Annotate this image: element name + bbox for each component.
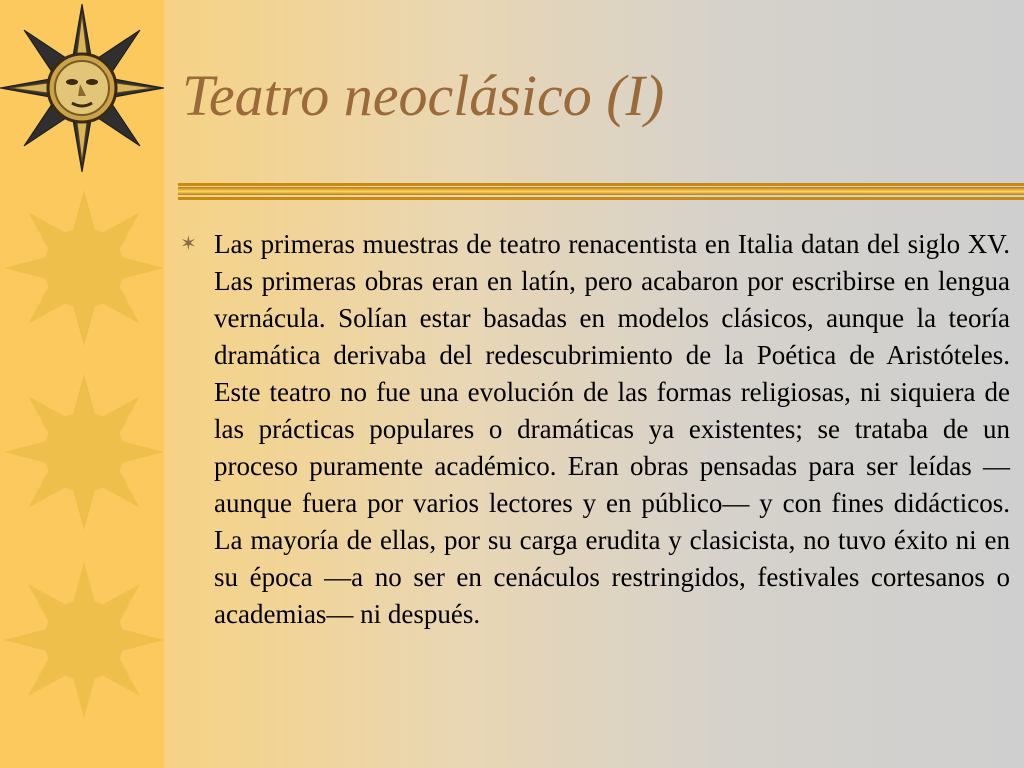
sun-icon — [0, 372, 164, 532]
slide-body — [180, 226, 1010, 633]
sun-face-icon — [0, 2, 164, 172]
slide-title: Teatro neoclásico (I) — [182, 63, 665, 128]
decorative-sidebar — [0, 0, 164, 768]
sun-icon — [0, 560, 164, 720]
star-bullet-icon: ✶ — [180, 233, 197, 255]
sun-icon — [0, 188, 164, 348]
bullet-item — [180, 226, 1010, 633]
bullet-text: Las primeras muestras de teatro renacentista en Italia datan del siglo XV. Las primeras obras eran en latín, pero acabaron por escribirse en lengua vernácula. Solían estar basadas en modelos clásicos, aunque la teoría dramática derivaba del redescubrimiento de la Poética de Aristóteles. Este teatro no fue una evolución de las formas religiosas, ni siquiera de las prácticas populares o dramáticas ya existentes; se trataba de un proceso puramente académico. Eran obras pensadas para ser leídas —aunque fuera por varios lectores y en público— y con fines didácticos. La mayoría de ellas, por su carga erudita y clasicista, no tuvo éxito ni en su época —a no ser en cenáculos restringidos, festivales cortesanos o academias— ni después. — [214, 229, 1010, 629]
title-divider — [178, 183, 1024, 203]
